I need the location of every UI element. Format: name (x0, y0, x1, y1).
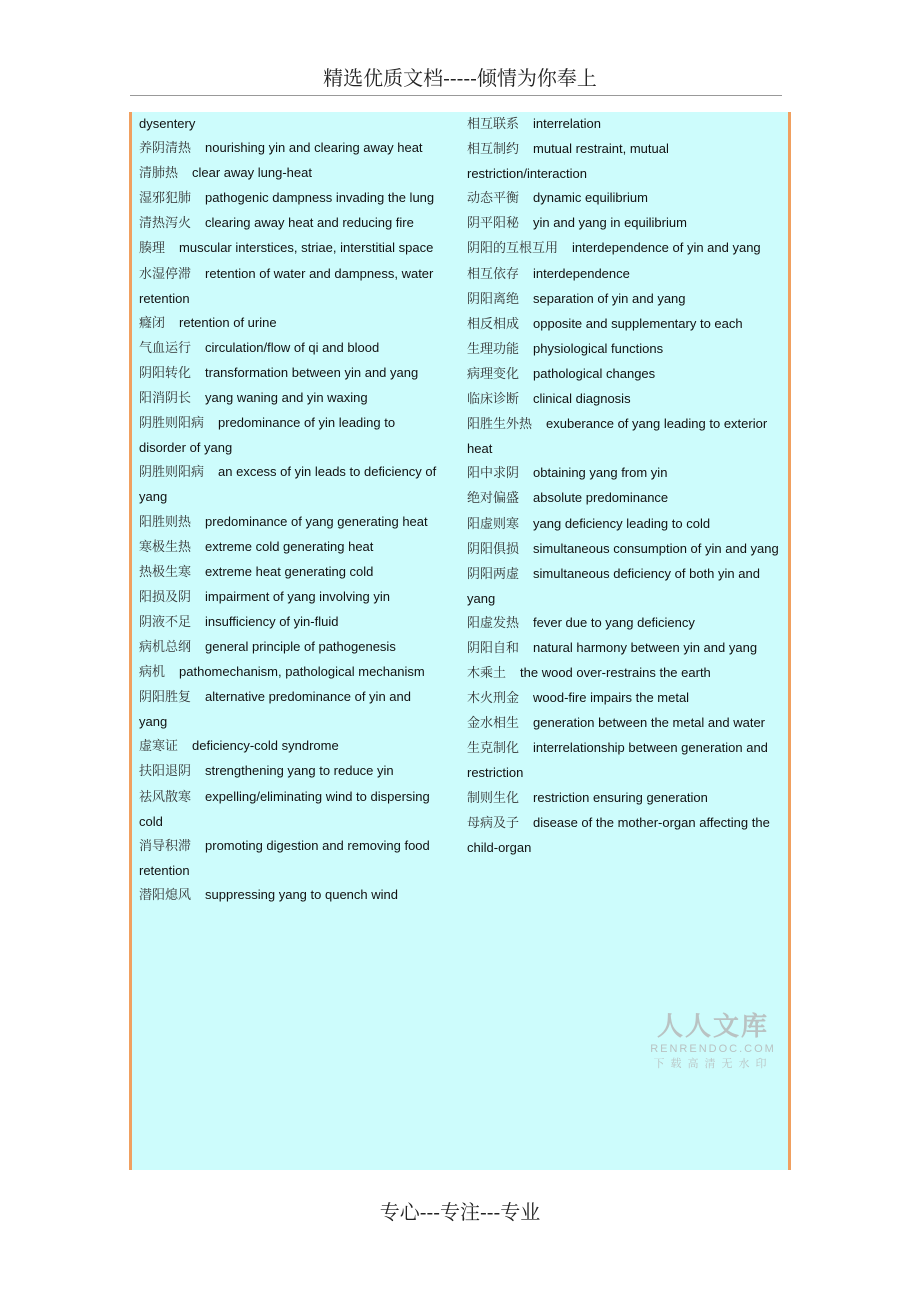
glossary-entry (467, 287, 787, 312)
glossary-entry (139, 510, 439, 535)
term-english: opposite and supplementary to each (533, 315, 743, 331)
term-chinese: 相反相成 (467, 316, 520, 332)
term-english: separation of yin and yang (533, 290, 686, 306)
term-english: alternative predominance of yin and yang (139, 689, 411, 730)
term-english: impairment of yang involving yin (205, 588, 390, 604)
term-english: simultaneous consumption of yin and yang (533, 540, 779, 556)
term-chinese: 阳中求阴 (467, 466, 520, 482)
watermark (648, 1012, 778, 1072)
term-english: physiological functions (533, 340, 664, 356)
glossary-entry (467, 811, 787, 860)
term-english: retention of urine (179, 314, 277, 330)
term-english: absolute predominance (533, 490, 669, 506)
header-rule (130, 95, 782, 96)
left-column (139, 112, 439, 908)
term-chinese: 阴液不足 (139, 614, 192, 630)
term-chinese: 潜阳熄风 (139, 887, 192, 903)
term-english: dynamic equilibrium (533, 190, 648, 206)
term-chinese: 生理功能 (467, 341, 520, 357)
term-chinese: 气血运行 (139, 340, 192, 356)
term-english: clearing away heat and reducing fire (205, 215, 414, 231)
term-chinese: 阳胜生外热 (467, 417, 533, 433)
term-english: dysentery (139, 116, 196, 131)
glossary-entry (139, 112, 439, 136)
glossary-entry (139, 660, 439, 685)
term-chinese: 阳虚则寒 (467, 516, 520, 532)
term-english: strengthening yang to reduce yin (205, 763, 394, 779)
glossary-entry (139, 883, 439, 908)
term-chinese: 病机 (139, 665, 166, 681)
term-english: yin and yang in equilibrium (533, 215, 687, 231)
glossary-entry (467, 337, 787, 362)
term-english: pathogenic dampness invading the lung (205, 190, 435, 206)
glossary-entry (467, 786, 787, 811)
term-english: predominance of yin leading to disorder of yang (139, 415, 396, 456)
term-chinese: 消导积滞 (139, 838, 192, 854)
term-english: nourishing yin and clearing away heat (205, 140, 423, 156)
term-english: pathomechanism, pathological mechanism (179, 664, 425, 680)
term-english: disease of the mother-organ affecting the child-organ (467, 814, 770, 855)
glossary-entry (139, 411, 439, 460)
term-english: extreme cold generating heat (205, 538, 374, 554)
term-chinese: 金水相生 (467, 716, 520, 732)
page-header: 精选优质文档-----倾情为你奉上 (323, 66, 597, 90)
term-chinese: 阴阳俱损 (467, 541, 520, 557)
term-english: deficiency-cold syndrome (192, 738, 339, 754)
glossary-entry (467, 412, 787, 461)
term-chinese: 清热泻火 (139, 216, 192, 232)
term-english: circulation/flow of qi and blood (205, 339, 380, 355)
glossary-entry (467, 486, 787, 511)
glossary-entry (139, 186, 439, 211)
glossary-entry (139, 685, 439, 734)
glossary-entry (139, 560, 439, 585)
glossary-entry (139, 236, 439, 261)
term-chinese: 湿邪犯肺 (139, 191, 192, 207)
term-chinese: 阴阳的互根互用 (467, 241, 559, 257)
term-english: predominance of yang generating heat (205, 513, 428, 529)
glossary-entry (467, 461, 787, 486)
glossary-entry (139, 211, 439, 236)
glossary-entry (467, 636, 787, 661)
glossary-entry (467, 137, 787, 186)
glossary-entry (467, 112, 787, 137)
glossary-entry (139, 386, 439, 411)
term-english: expelling/eliminating wind to dispersing cold (139, 788, 430, 829)
glossary-entry (467, 387, 787, 412)
term-chinese: 阴阳胜复 (139, 690, 192, 706)
glossary-entry (139, 336, 439, 361)
term-chinese: 相互依存 (467, 266, 520, 282)
term-chinese: 热极生寒 (139, 564, 192, 580)
page-footer: 专心---专注---专业 (379, 1200, 541, 1224)
term-chinese: 阴阳自和 (467, 640, 520, 656)
term-english: extreme heat generating cold (205, 563, 374, 579)
glossary-entry (467, 236, 787, 261)
term-english: interdependence (533, 265, 630, 281)
term-chinese: 病理变化 (467, 366, 520, 382)
term-english: insufficiency of yin-fluid (205, 613, 339, 629)
term-chinese: 临床诊断 (467, 392, 520, 408)
term-english: retention of water and dampness, water retention (139, 265, 434, 306)
glossary-entry (139, 361, 439, 386)
glossary-entry (139, 262, 439, 311)
term-chinese: 相互联系 (467, 117, 520, 132)
term-english: suppressing yang to quench wind (205, 886, 398, 902)
glossary-entry (467, 537, 787, 562)
term-chinese: 虚寒证 (139, 739, 179, 755)
term-chinese: 木火刑金 (467, 691, 520, 707)
term-chinese: 阳虚发热 (467, 615, 520, 631)
glossary-entry (139, 759, 439, 784)
term-chinese: 阴阳离绝 (467, 291, 520, 307)
term-chinese: 阴胜则阳病 (139, 465, 205, 481)
term-chinese: 阳损及阴 (139, 589, 192, 605)
term-chinese: 病机总纲 (139, 639, 192, 655)
glossary-entry (467, 312, 787, 337)
term-english: simultaneous deficiency of both yin and yang (467, 565, 760, 606)
watermark-tagline: 下载高清无水印 (653, 1058, 773, 1070)
term-english: interrelation (533, 116, 601, 131)
term-english: generation between the metal and water (533, 715, 766, 731)
glossary-entry (139, 136, 439, 161)
glossary-entry (139, 785, 439, 834)
term-english: an excess of yin leads to deficiency of yang (139, 464, 437, 505)
glossary-entry (467, 186, 787, 211)
term-english: restriction ensuring generation (533, 789, 708, 805)
term-english: the wood over-restrains the earth (520, 665, 711, 681)
term-chinese: 水湿停滞 (139, 266, 192, 282)
term-english: clear away lung-heat (192, 165, 312, 181)
term-chinese: 清肺热 (139, 166, 179, 182)
glossary-entry (467, 262, 787, 287)
term-chinese: 阳胜则热 (139, 514, 192, 530)
glossary-entry (467, 211, 787, 236)
term-english: obtaining yang from yin (533, 465, 668, 481)
term-chinese: 阴胜则阳病 (139, 416, 205, 432)
term-english: yang waning and yin waxing (205, 390, 368, 406)
term-english: mutual restraint, mutual restriction/interaction (467, 141, 669, 182)
term-english: general principle of pathogenesis (205, 638, 396, 654)
term-chinese: 制则生化 (467, 790, 520, 806)
right-column (467, 112, 787, 860)
term-chinese: 养阴清热 (139, 141, 192, 157)
term-chinese: 阴平阳秘 (467, 216, 520, 232)
glossary-entry (467, 512, 787, 537)
term-chinese: 阳消阴长 (139, 391, 192, 407)
term-chinese: 腠理 (139, 241, 166, 257)
term-chinese: 绝对偏盛 (467, 491, 520, 507)
term-english: muscular interstices, striae, interstitial space (179, 240, 434, 256)
term-english: exuberance of yang leading to exterior heat (467, 416, 768, 457)
term-english: interdependence of yin and yang (572, 240, 761, 256)
glossary-entry (467, 686, 787, 711)
glossary-entry (139, 834, 439, 883)
glossary-entry (139, 161, 439, 186)
term-english: transformation between yin and yang (205, 364, 419, 380)
glossary-entry (467, 711, 787, 736)
glossary-entry (467, 562, 787, 611)
glossary-entry (467, 362, 787, 387)
term-chinese: 阴阳转化 (139, 365, 192, 381)
term-english: fever due to yang deficiency (533, 614, 695, 630)
glossary-entry (139, 535, 439, 560)
term-chinese: 动态平衡 (467, 191, 520, 207)
glossary-entry (139, 610, 439, 635)
term-english: yang deficiency leading to cold (533, 515, 711, 531)
glossary-entry (467, 736, 787, 785)
term-chinese: 母病及子 (467, 815, 520, 831)
watermark-logo-text: 人人文库 (656, 1012, 769, 1042)
term-chinese: 寒极生热 (139, 539, 192, 555)
term-english: clinical diagnosis (533, 391, 631, 407)
term-english: pathological changes (533, 365, 656, 381)
term-chinese: 木乘土 (467, 666, 507, 682)
glossary-entry (467, 611, 787, 636)
term-chinese: 祛风散寒 (139, 789, 192, 805)
term-chinese: 生克制化 (467, 741, 520, 757)
glossary-entry (139, 734, 439, 759)
glossary-entry (139, 585, 439, 610)
term-chinese: 癃闭 (139, 315, 166, 331)
term-english: wood-fire impairs the metal (533, 690, 690, 706)
glossary-entry (139, 460, 439, 509)
term-chinese: 相互制约 (467, 142, 520, 158)
glossary-entry (467, 661, 787, 686)
glossary-entry (139, 635, 439, 660)
glossary-entry (139, 311, 439, 336)
term-english: natural harmony between yin and yang (533, 639, 758, 655)
term-english: promoting digestion and removing food retention (139, 837, 430, 878)
term-english: interrelationship between generation and restriction (467, 740, 768, 781)
watermark-url: RENRENDOC.COM (650, 1043, 776, 1055)
term-chinese: 扶阳退阴 (139, 764, 192, 780)
term-chinese: 阴阳两虚 (467, 566, 520, 582)
